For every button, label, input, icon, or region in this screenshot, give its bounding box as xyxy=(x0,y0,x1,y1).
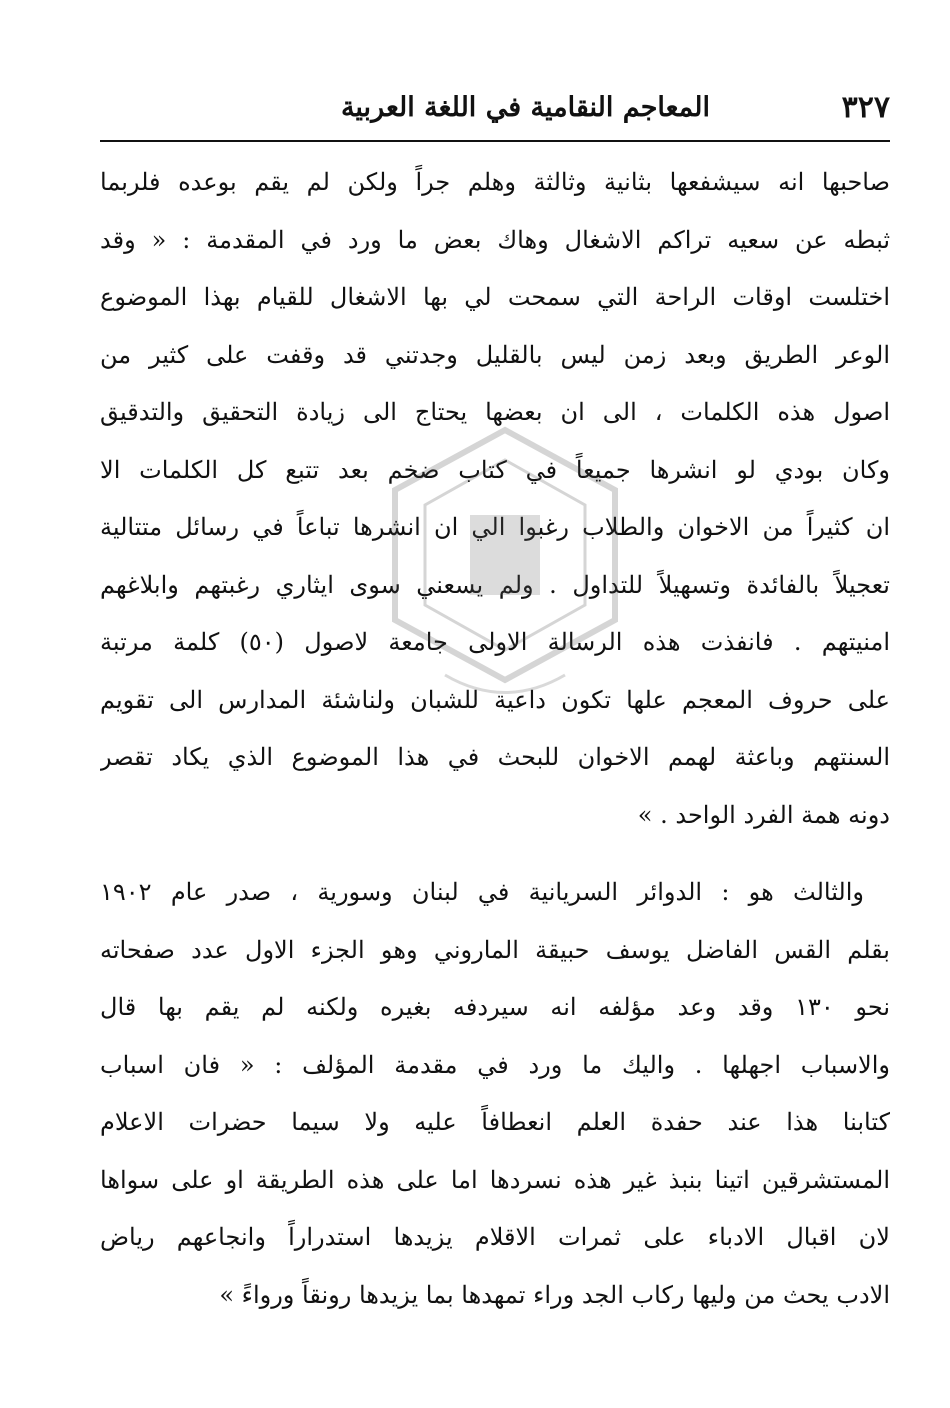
text-line: دونه همة الفرد الواحد . » xyxy=(637,800,890,829)
text-line: الوعر الطريق وبعد زمن ليس بالقليل وجدتني قد وقفت على كثير من xyxy=(100,340,890,369)
running-title: المعاجم النقامية في اللغة العربية xyxy=(340,92,710,123)
paragraph-2 xyxy=(100,864,890,1324)
body-text xyxy=(100,154,890,1324)
paragraph-gap xyxy=(100,844,890,864)
text-line: ثبطه عن سعيه تراكم الاشغال وهاك بعض ما ورد في المقدمة : « وقد xyxy=(100,225,890,254)
page-number: ٣٢٧ xyxy=(841,90,890,125)
text-line: كتابنا هذا عند حفدة العلم انعطافاً عليه ولا سيما حضرات الاعلام xyxy=(100,1108,890,1136)
book-page xyxy=(100,80,890,1330)
paragraph-1 xyxy=(100,154,890,844)
text-line: السنتهم وباعثة لهمم الاخوان للبحث في هذا الموضوع الذي يكاد تقصر xyxy=(100,743,890,771)
text-line: الادب يحث من وليها ركاب الجد وراء تمهدها بما يزيدها رونقاً ورواءً » xyxy=(219,1280,890,1309)
text-line: بقلم القس الفاضل يوسف حبيقة الماروني وهو الجزء الاول عدد صفحاته xyxy=(100,935,890,964)
text-line: ان كثيراً من الاخوان والطلاب رغبوا الي ان انشرها تباعاً في رسائل متتالية xyxy=(100,513,890,541)
text-line: والثالث هو : الدوائر السريانية في لبنان وسورية ، صدر عام ١٩٠٢ xyxy=(100,878,864,906)
text-line: على حروف المعجم علها تكون داعية للشبان ولناشئة المدارس الى تقويم xyxy=(100,685,890,714)
text-line: والاسباب اجهلها . واليك ما ورد في مقدمة المؤلف : « فان اسباب xyxy=(100,1050,890,1079)
text-line: المستشرقين اتينا بنبذ غير هذه نسردها اما على هذه الطريقة او على سواها xyxy=(100,1165,890,1194)
text-line: وكان بودي لو انشرها جميعاً في كتاب ضخم بعد تتبع كل الكلمات الا xyxy=(100,455,890,484)
running-header xyxy=(100,80,890,142)
text-line: صاحبها انه سيشفعها بثانية وثالثة وهلم جراً ولكن لم يقم بوعده فلربما xyxy=(100,168,890,196)
text-line: اختلست اوقات الراحة التي سمحت لي بها الاشغال للقيام بهذا الموضوع xyxy=(100,283,890,311)
text-line: نحو ١٣٠ وقد وعد مؤلفه انه سيردفه بغيره ولكنه لم يقم بها قال xyxy=(100,993,890,1021)
text-line: اصول هذه الكلمات ، الى ان بعضها يحتاج الى زيادة التحقيق والتدقيق xyxy=(100,398,890,426)
text-line: امنيتهم . فانفذت هذه الرسالة الاولى جامعة لاصول (٥٠) كلمة مرتبة xyxy=(100,628,890,656)
text-line: لان اقبال الادباء على ثمرات الاقلام يزيدها استدراراً وانجاعهم رياض xyxy=(100,1223,890,1251)
text-line: تعجيلاً بالفائدة وتسهيلاً للتداول . ولم يسعني سوى ايثاري رغبتهم وابلاغهم xyxy=(100,570,890,599)
